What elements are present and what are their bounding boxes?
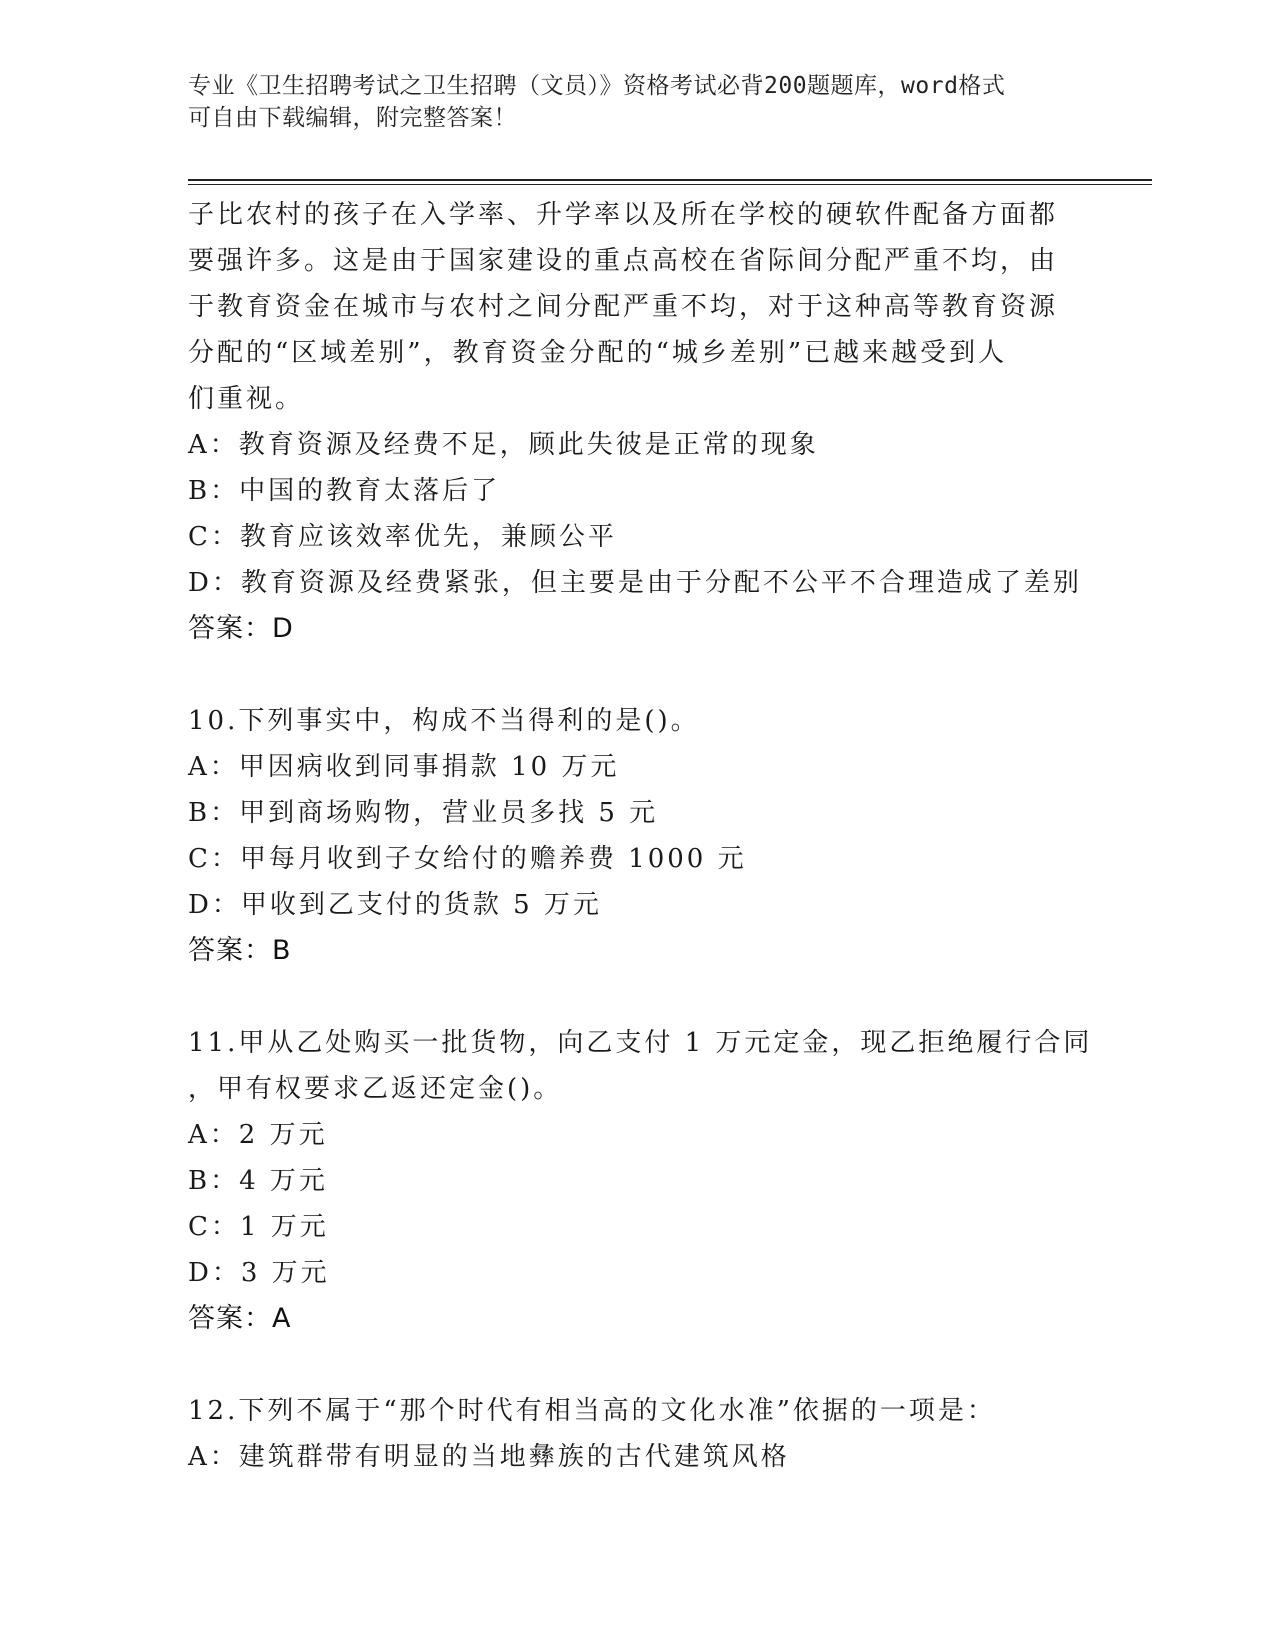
question-10 [188, 698, 1088, 974]
question-text: 11.甲从乙处购买一批货物，向乙支付 1 万元定金，现乙拒绝履行合同 [188, 1028, 1093, 1058]
answer-label: 答案：D [188, 613, 294, 644]
passage-line: 分配的“区域差别”，教育资金分配的“城乡差别”已越来越受到人 [188, 338, 1008, 368]
passage-line: 于教育资金在城市与农村之间分配严重不均，对于这种高等教育资源 [188, 292, 1059, 322]
spacer [188, 652, 1088, 698]
passage-line: 要强许多。这是由于国家建设的重点高校在省际间分配严重不均，由 [188, 246, 1059, 276]
spacer [188, 1342, 1088, 1388]
passage [188, 192, 1088, 422]
option-d: D：甲收到乙支付的货款 5 万元 [188, 890, 602, 920]
header-divider-thin [188, 184, 1152, 185]
option-c: C：教育应该效率优先，兼顾公平 [188, 522, 617, 552]
question-12 [188, 1388, 1088, 1480]
spacer [188, 974, 1088, 1020]
option-c: C：1 万元 [188, 1212, 329, 1242]
question-text: 10.下列事实中，构成不当得利的是()。 [188, 706, 700, 736]
answer-label: 答案：A [188, 1303, 292, 1334]
option-c: C：甲每月收到子女给付的赡养费 1000 元 [188, 844, 747, 874]
question-9-options [188, 422, 1088, 652]
question-11 [188, 1020, 1093, 1342]
answer-label: 答案：B [188, 935, 292, 966]
document-body [188, 192, 1093, 1480]
option-a: A：建筑群带有明显的当地彝族的古代建筑风格 [188, 1442, 790, 1472]
option-a: A：2 万元 [188, 1120, 328, 1150]
passage-line: 子比农村的孩子在入学率、升学率以及所在学校的硬软件配备方面都 [188, 200, 1059, 230]
passage-line: 们重视。 [188, 384, 305, 414]
option-a: A：甲因病收到同事捐款 10 万元 [188, 752, 620, 782]
question-text: 12.下列不属于“那个时代有相当高的文化水准”依据的一项是： [188, 1396, 996, 1426]
option-a: A：教育资源及经费不足，顾此失彼是正常的现象 [188, 430, 819, 460]
header-divider-thick [188, 179, 1152, 181]
option-b: B：甲到商场购物，营业员多找 5 元 [188, 798, 659, 828]
header-title-line-1: 专业《卫生招聘考试之卫生招聘（文员）》资格考试必背200题题库，word格式 [188, 73, 1006, 99]
question-text-continued: ，甲有权要求乙返还定金()。 [188, 1074, 563, 1104]
header-title-line-2: 可自由下载编辑，附完整答案！ [188, 105, 517, 131]
option-b: B：中国的教育太落后了 [188, 476, 501, 506]
option-b: B：4 万元 [188, 1166, 328, 1196]
option-d: D：教育资源及经费紧张，但主要是由于分配不公平不合理造成了差别 [188, 568, 1082, 598]
document-header [188, 70, 1088, 134]
option-d: D：3 万元 [188, 1258, 330, 1288]
